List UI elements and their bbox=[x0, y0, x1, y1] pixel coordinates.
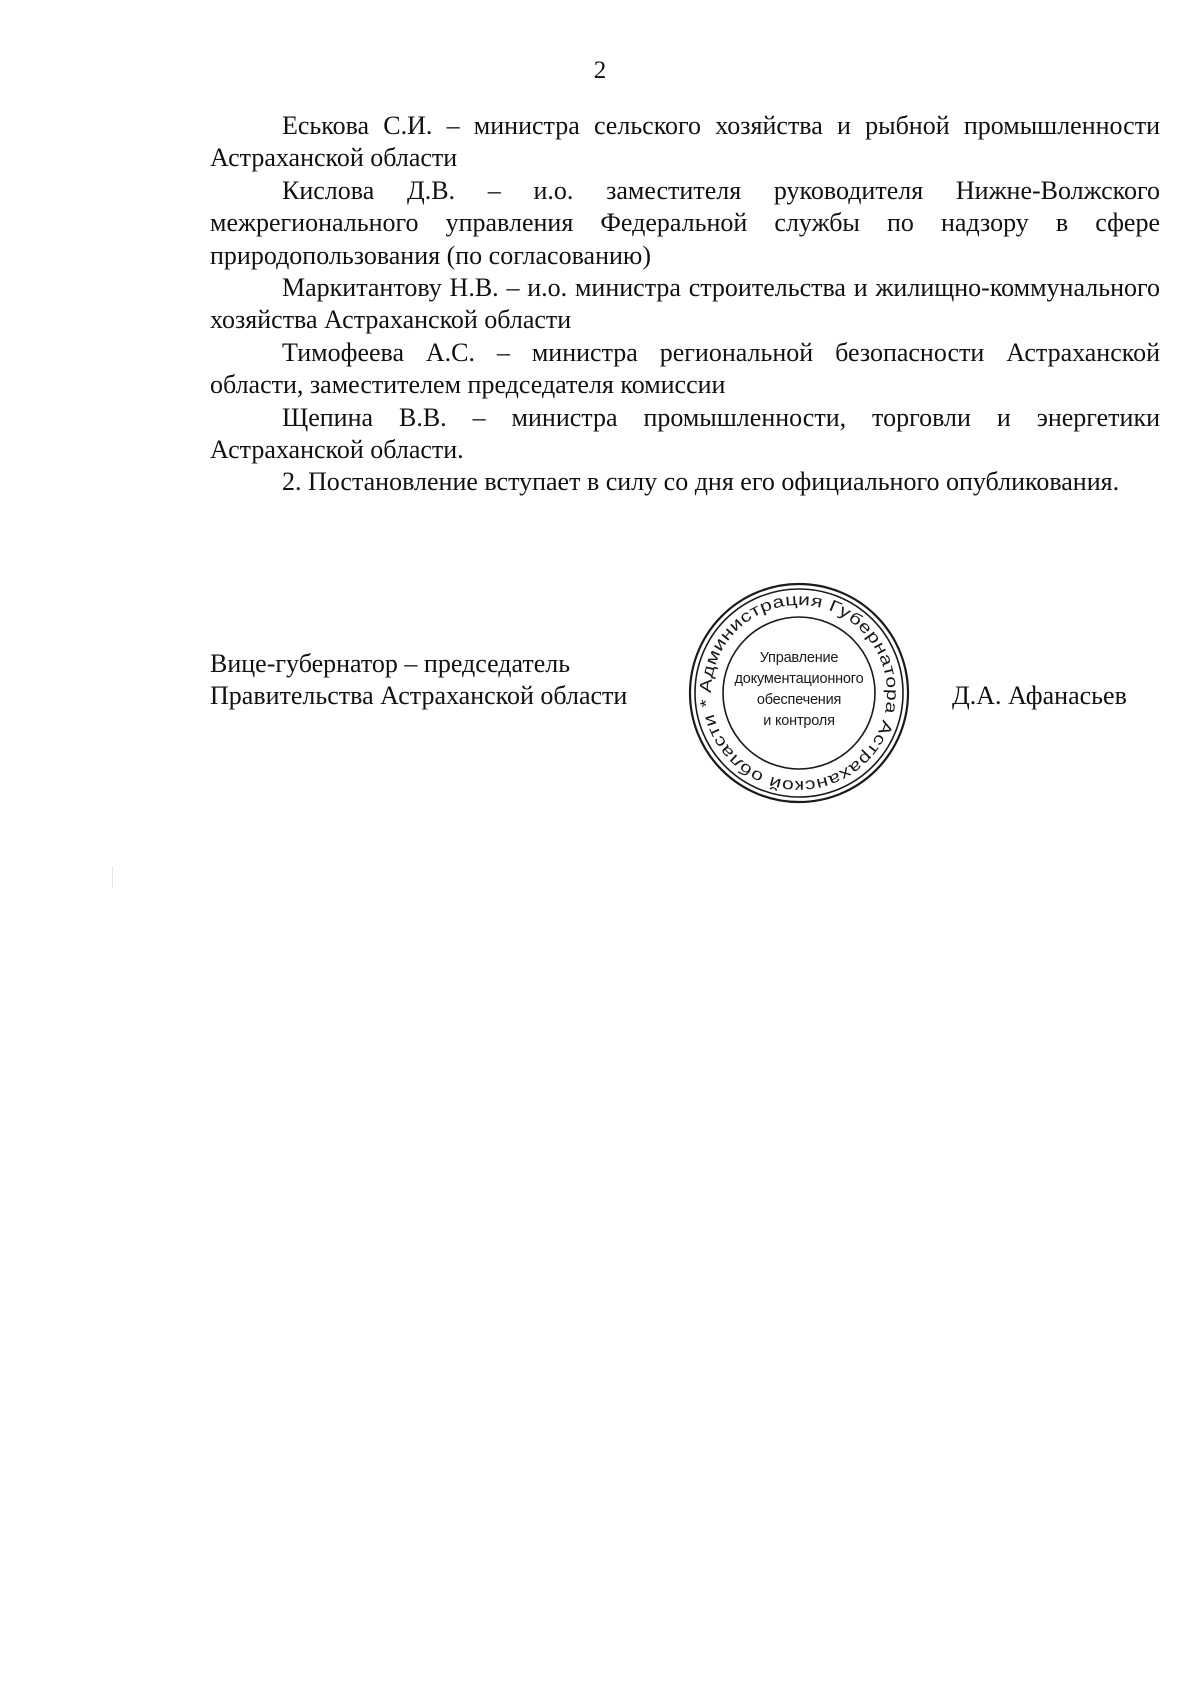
signatory-position-line-2: Правительства Астраханской области bbox=[210, 681, 628, 710]
seal-center-text bbox=[722, 648, 876, 732]
signatory-name: Д.А. Афанасьев bbox=[952, 681, 1127, 710]
official-seal bbox=[684, 578, 914, 808]
paragraph-timofeev: Тимофеева А.С. – министра региональной безопасности Астраханской области, заместителем председателя комиссии bbox=[210, 337, 1160, 400]
paragraph-shchepin: Щепина В.В. – министра промышленности, торговли и энергетики Астраханской области. bbox=[210, 402, 1160, 465]
seal-ring-text: Администрация Губернатора Астраханской области * bbox=[696, 590, 902, 796]
paragraph-eskov: Еськова С.И. – министра сельского хозяйства и рыбной промышленности Астраханской области bbox=[210, 111, 1160, 173]
seal-center-line-4: и контроля bbox=[763, 713, 835, 729]
page-number: 2 bbox=[593, 57, 607, 84]
seal-center-line-2: документационного bbox=[734, 671, 864, 687]
signatory-position-line-1: Вице-губернатор – председатель bbox=[210, 649, 571, 678]
seal-center-line-1: Управление bbox=[759, 650, 839, 666]
signatory-position bbox=[210, 648, 627, 712]
scan-margin-mark bbox=[112, 866, 113, 888]
paragraph-effective-date: 2. Постановление вступает в силу со дня его официального опубликования. bbox=[282, 467, 1120, 497]
document-body bbox=[210, 110, 1160, 499]
paragraph-kislov: Кислова Д.В. – и.о. заместителя руководителя Нижне-Волжского межрегионального управления Федеральной службы по надзору в сфере природопользования (по согласованию) bbox=[210, 175, 1160, 270]
seal-center-line-3: обеспечения bbox=[756, 692, 842, 708]
paragraph-markitantova: Маркитантову Н.В. – и.о. министра строительства и жилищно-коммунального хозяйства Астраханской области bbox=[210, 273, 1160, 335]
